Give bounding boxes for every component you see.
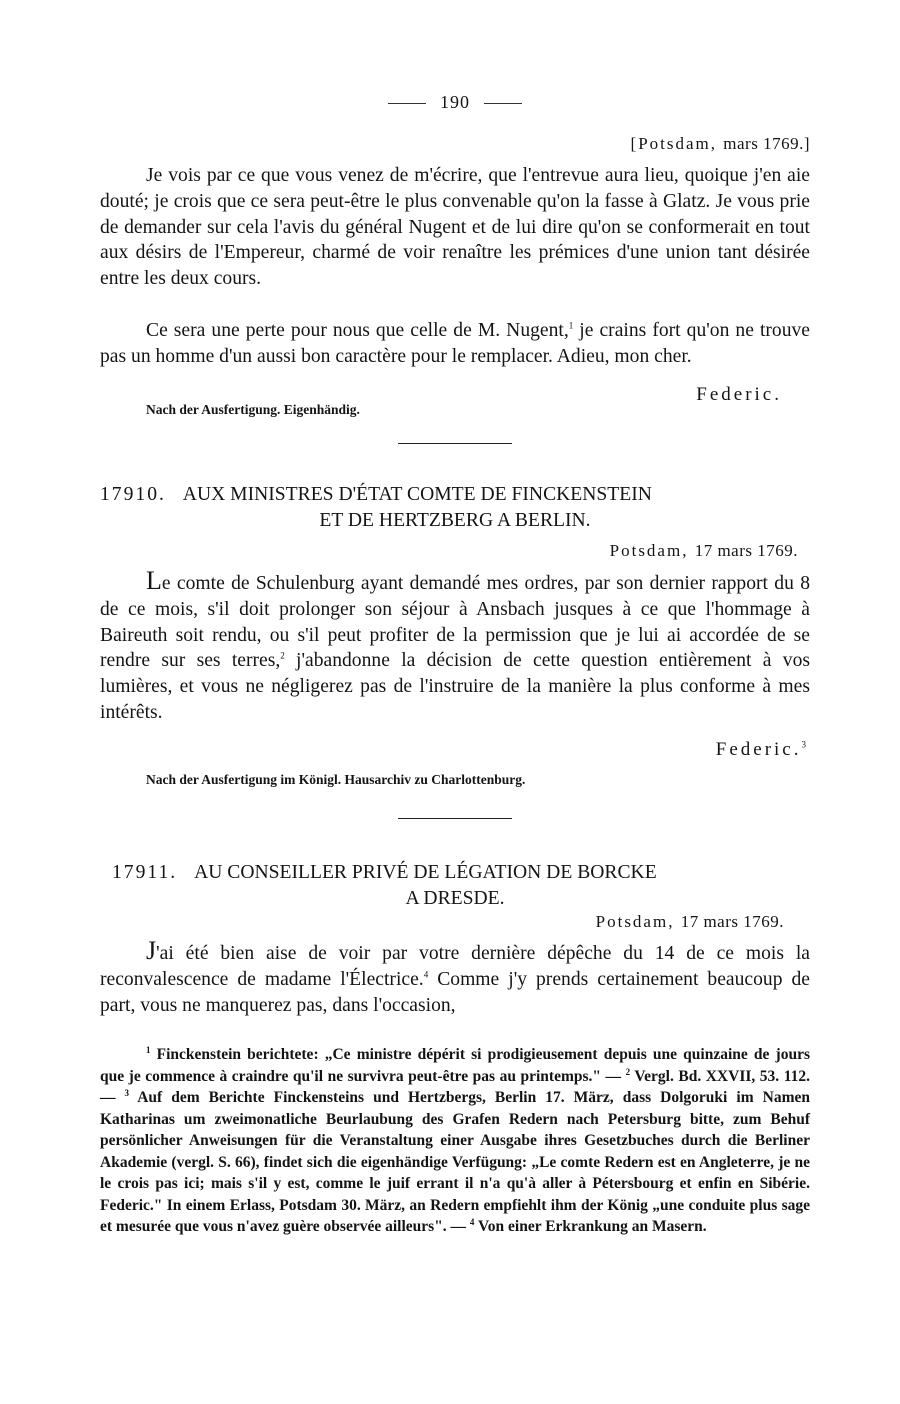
footnote-text: Von einer Erkrankung an Masern.: [474, 1218, 707, 1235]
footnote-ref: 2: [280, 650, 285, 661]
paragraph-text: j'abandonne la décision de cette question entièrement à vos lumières, et vous ne négligerez pas de l'instruire de la manière la plus conforme à mes intérêts.: [100, 650, 810, 723]
heading-line-2: ET DE HERTZBERG A BERLIN.: [319, 510, 591, 531]
letter-prev-paragraph-1: Je vois par ce que vous venez de m'écrire, que l'entrevue aura lieu, quoique j'en aie douté; je crois que ce sera peut-être le plus convenable qu'on la fasse à Glatz. Je vous prie de demander sur cela l'avis du général Nugent et de lui dire qu'on se conformerait en tout aux désirs de l'Empereur, charmé de voir renaître les prémices d'une union tant désirée entre les deux cours.: [100, 165, 810, 290]
footnote-number: 1: [146, 1044, 151, 1055]
footnote-text: Finckenstein berichtete: „Ce ministre dépérit si prodigieusement depuis une quinzaine de jours que je commence à craindre qu'il ne survivra peut-être pas au printemps." —: [100, 1046, 810, 1085]
letter-number: 17911.: [112, 862, 178, 883]
paragraph-text: e comte de Schulenburg ayant demandé mes ordres, par son dernier rapport du 8 de ce mois, s'il doit prolonger son séjour à Ansbach jusques à ce que l'hommage à Baireuth soit rendu, ou s'il peut profiter de la permission que je lui ai accordée de se rendre sur ses terres,: [100, 573, 810, 672]
footnote-number: 4: [469, 1216, 475, 1227]
heading-line-1: AUX MINISTRES D'ÉTAT COMTE DE FINCKENSTEIN: [182, 484, 652, 505]
paragraph-text: Comme j'y prends certainement beaucoup de part, vous ne manquerez pas, dans l'occasion,: [100, 968, 810, 1016]
dateline-date: 17 mars 1769.: [680, 912, 784, 931]
signature-prev: Federic.: [696, 384, 782, 405]
dateline-date: 17 mars 1769.: [694, 541, 798, 560]
footnote-number: 2: [625, 1066, 631, 1077]
dateline-17911: [596, 912, 784, 932]
footnote-text: Auf dem Berichte Finckensteins und Hertzbergs, Berlin 17. März, dass Dolgoruki im Namen Katharinas um zweimonatliche Beurlaubung des Grafen Redern nach Petersburg bitte, zum Behuf persönlicher Anweisungen für die Veranstaltung einer Ausgabe ihres Gesetzbuches durch die Berliner Akademie (vergl. S. 66), findet sich die eigenhändige Verfügung: „Le comte Redern est en Angleterre, je ne le crois pas ici; mais s'il y est, comme le juif errant il n'a qu'à aller à Pétersbourg et enfin en Sibérie. Federic." In einem Erlass, Potsdam 30. März, an Redern empfiehlt ihm der König „une conduite plus sage et mesurée que vous n'avez guère observée ailleurs". —: [100, 1089, 810, 1235]
dateline-place: Potsdam,: [595, 912, 675, 931]
heading-line-2: A DRESDE.: [405, 888, 505, 909]
signature-17910: [716, 739, 806, 761]
paragraph-text: Ce sera une perte pour nous que celle de M. Nugent,: [146, 320, 569, 341]
running-head: [100, 92, 810, 113]
letter-body-17910: [100, 568, 810, 726]
footnote-ref: 4: [423, 969, 429, 980]
footnote-text: Vergl. Bd. XXVII, 53. 112. —: [100, 1067, 810, 1106]
footnote-ref: 1: [568, 320, 574, 331]
section-rule: [398, 818, 512, 819]
source-note-prev: Nach der Ausfertigung. Eigenhändig.: [146, 402, 360, 417]
running-head-rule-left: [388, 103, 426, 104]
footnote-ref: 3: [801, 739, 806, 750]
letter-body-17911: [100, 938, 810, 1018]
heading-line-1: AU CONSEILLER PRIVÉ DE LÉGATION DE BORCKE: [194, 862, 657, 883]
dateline-prev: [631, 134, 810, 154]
signature-text: Federic.: [715, 739, 802, 760]
paragraph-text: je crains fort qu'on ne trouve pas un homme d'un aussi bon caractère pour le remplacer. Adieu, mon cher.: [100, 320, 810, 367]
running-head-rule-right: [484, 103, 522, 104]
letter-heading-17911: [100, 860, 810, 912]
page-number: 190: [440, 92, 470, 112]
initial-letter: L: [146, 566, 162, 595]
letter-number: 17910.: [100, 484, 166, 505]
footnote-number: 3: [124, 1087, 130, 1098]
letter-heading-17910: [100, 482, 810, 534]
footnotes: [100, 1044, 810, 1238]
paragraph-text: 'ai été bien aise de voir par votre dernière dépêche du 14 de ce mois la reconvalescence de madame l'Électrice.: [100, 943, 810, 990]
dateline-place: Potsdam,: [609, 541, 689, 560]
source-note-17910: Nach der Ausfertigung im Königl. Hausarchiv zu Charlottenburg.: [146, 772, 526, 787]
dateline-17910: [610, 541, 798, 561]
initial-letter: J: [146, 936, 157, 965]
dateline-date: mars 1769.]: [723, 134, 810, 153]
footnote-block: [100, 1044, 810, 1238]
section-rule: [398, 443, 512, 444]
dateline-place: [Potsdam,: [630, 134, 718, 153]
letter-prev-paragraph-2: [100, 318, 810, 370]
